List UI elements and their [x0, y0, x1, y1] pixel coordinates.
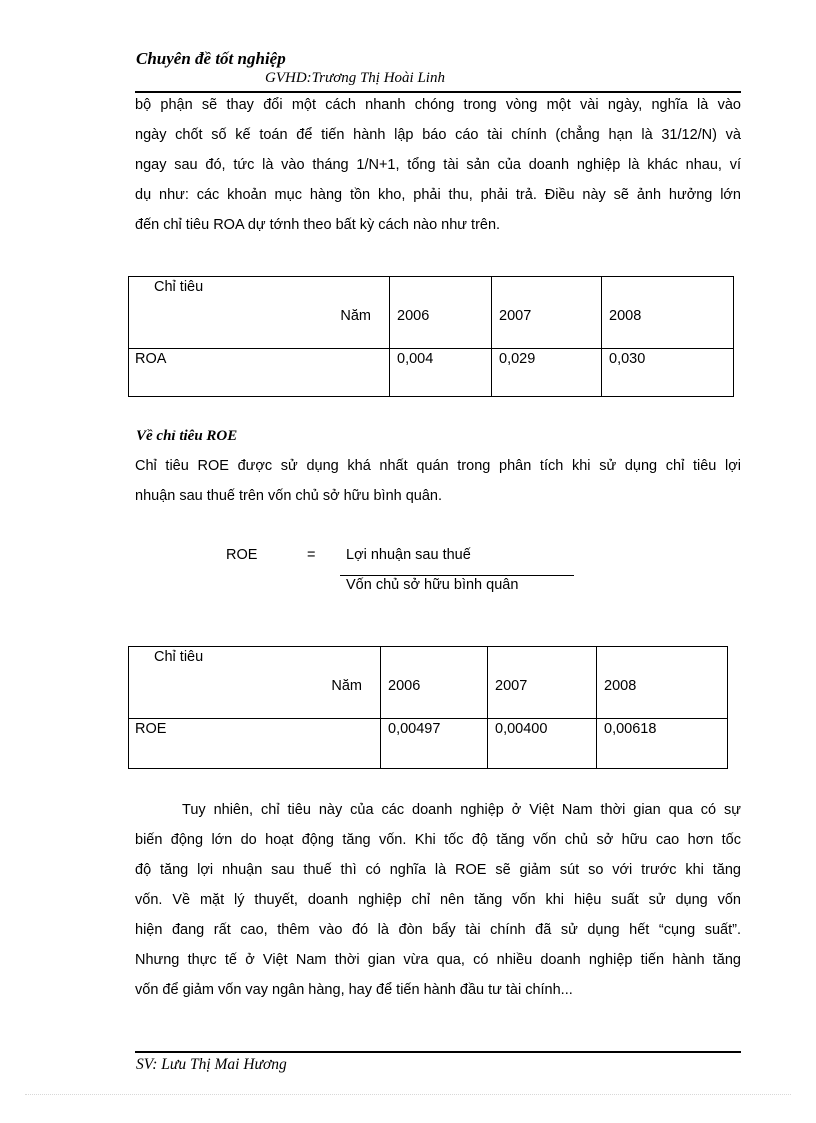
header-indicator-label: Chỉ tiêu — [154, 649, 204, 665]
formula-equals: = — [307, 547, 316, 563]
table-header-cell — [129, 647, 381, 719]
paragraph-line: Chỉ tiêu ROE được sử dụng khá nhất quán trong phân tích khi sử dụng chỉ tiêu lợi — [135, 458, 741, 474]
value-cell: 0,00497 — [381, 719, 488, 769]
advisor-line: GVHD:Trương Thị Hoài Linh — [265, 70, 445, 86]
table-header-cell — [129, 277, 390, 349]
paragraph-line: dụ như: các khoản mục hàng tồn kho, phải thu, phải trả. Điều này sẽ ảnh hưởng lớn — [135, 187, 741, 203]
year-cell: 2006 — [381, 647, 488, 719]
footer-rule — [135, 1051, 741, 1053]
year-cell: 2007 — [492, 277, 602, 349]
paragraph-line: hiện đang rất cao, thêm vào đó là đòn bẩy tài chính đã sử dụng hết “cụng suất”. — [135, 922, 741, 938]
year-cell: 2007 — [488, 647, 597, 719]
paragraph-line: độ tăng lợi nhuận sau thuế thì có nghĩa là ROE sẽ giảm sút so với trước khi tăng — [135, 862, 741, 878]
student-name: SV: Lưu Thị Mai Hương — [136, 1056, 287, 1073]
formula-denominator: Vốn chủ sở hữu bình quân — [346, 577, 519, 593]
value-cell: 0,030 — [602, 349, 734, 397]
paragraph-line: Nhưng thực tế ở Việt Nam thời gian vừa qua, có nhiều doanh nghiệp tiến hành tăng — [135, 952, 741, 968]
document-title: Chuyên đề tốt nghiệp — [136, 49, 286, 68]
value-cell: 0,00618 — [597, 719, 728, 769]
header-indicator-label: Chỉ tiêu — [154, 279, 204, 295]
paragraph-line: Tuy nhiên, chỉ tiêu này của các doanh nghiệp ở Việt Nam thời gian qua có sự — [182, 802, 741, 818]
year-cell: 2008 — [597, 647, 728, 719]
paragraph-line: ngay sau đó, tức là vào tháng 1/N+1, tổng tài sản của doanh nghiệp là khác nhau, ví — [135, 157, 741, 173]
intro-paragraph — [135, 90, 741, 240]
year-cell: 2006 — [390, 277, 492, 349]
formula-numerator: Lợi nhuận sau thuế — [346, 547, 471, 563]
closing-paragraph — [135, 795, 741, 1005]
paragraph-line: biến động lớn do hoạt động tăng vốn. Khi tốc độ tăng vốn chủ sở hữu cao hơn tốc — [135, 832, 741, 848]
paragraph-line: bộ phận sẽ thay đổi một cách nhanh chóng trong vòng một vài ngày, nghĩa là vào — [135, 97, 741, 113]
roa-table — [128, 276, 734, 397]
paragraph-line: đến chỉ tiêu ROA dự tớnh theo bất kỳ cách nào như trên. — [135, 217, 501, 233]
row-label-cell: ROA — [129, 349, 390, 397]
value-cell: 0,004 — [390, 349, 492, 397]
year-cell: 2008 — [602, 277, 734, 349]
page-edge-dots — [25, 1094, 791, 1095]
paragraph-line: vốn. Về mặt lý thuyết, doanh nghiệp chỉ nên tăng vốn khi hiệu suất sử dụng vốn — [135, 892, 741, 908]
roe-paragraph — [135, 451, 741, 511]
roe-table — [128, 646, 728, 769]
value-cell: 0,00400 — [488, 719, 597, 769]
row-label-cell: ROE — [129, 719, 381, 769]
header-year-label: Năm — [340, 308, 371, 324]
formula-lhs: ROE — [226, 547, 258, 563]
section-heading: Về chỉ tiêu ROE — [136, 428, 238, 444]
paragraph-line: vốn để giảm vốn vay ngân hàng, hay để tiến hành đầu tư tài chính... — [135, 982, 573, 998]
paragraph-line: ngày chốt số kế toán để tiến hành lập báo cáo tài chính (chẳng hạn là 31/12/N) và — [135, 127, 741, 143]
value-cell: 0,029 — [492, 349, 602, 397]
paragraph-line: nhuận sau thuế trên vốn chủ sở hữu bình quân. — [135, 488, 443, 504]
header-year-label: Năm — [331, 678, 362, 694]
fraction-bar — [340, 575, 574, 576]
